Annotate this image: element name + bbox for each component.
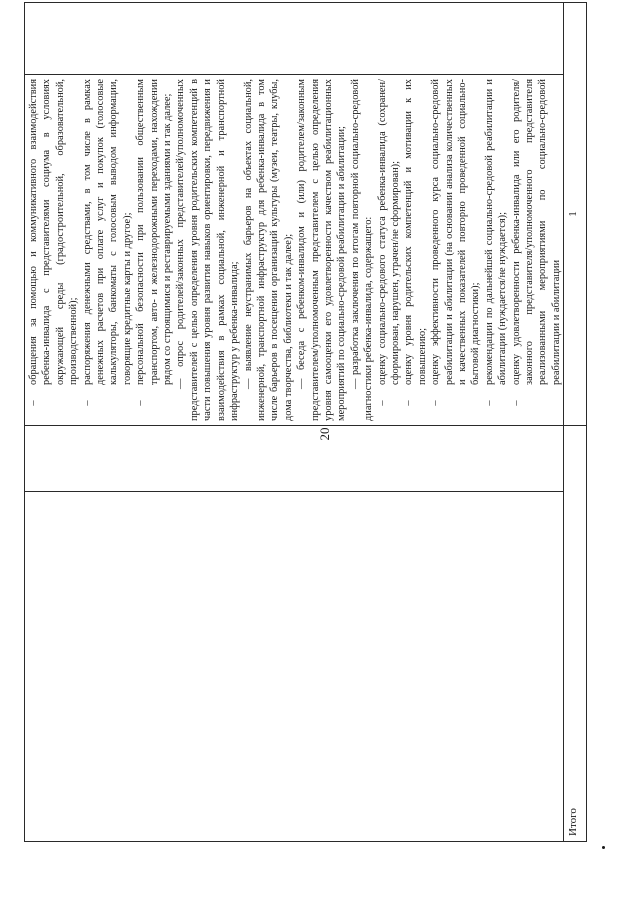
list-item-text: рекомендации по дальнейшей социально-средовой реабилитации и абилитации (нуждается/не нуждается); bbox=[483, 79, 509, 385]
list-item bbox=[134, 79, 174, 421]
paragraph: — опрос родителей/законных представителей/уполномоченных представителей с целью определения уровня родительских компетенций в части повышения уровня развития навыков ориентировки, передвижения и взаимодействия в рамках социальной, инженерной и транспортной инфраструктур у ребенка-инвалида; bbox=[175, 79, 241, 421]
sub-list-item bbox=[510, 79, 564, 421]
table-cell-empty-narrow bbox=[25, 426, 564, 492]
list-marker: – bbox=[135, 400, 147, 406]
list-marker: – bbox=[81, 400, 93, 406]
page-number: 20 bbox=[317, 427, 332, 441]
list-marker: – bbox=[28, 400, 39, 406]
list-item-text: персональной безопасности при пользовании общественным транспортом, авто- и железнодорожными переходами, нахождении рядом со строящимися и реставрируемыми зданиями и так далее; bbox=[135, 79, 174, 385]
list-marker: – bbox=[403, 400, 415, 406]
sub-list-item bbox=[429, 79, 483, 421]
list-item-text: обращения за помощью и коммуникативного взаимодействия ребенка-инвалида с представителями социума в условиях окружающей среды (градостроительной, образовательной, производственной); bbox=[28, 79, 80, 385]
list-item-text: оценку удовлетворенности ребенка-инвалида или его родителя/законного представителя/уполномоченного представителя реализованными мероприятиями по социально-средовой реабилитации и абилитации bbox=[510, 79, 562, 385]
paragraph: — беседа с ребенком-инвалидом и (или) родителем/законным представителем/уполномоченным представителем с целью определения уровня самооценки его удовлетворенности качеством реабилитационных мероприятий по социально-средовой реабилитации и абилитации; bbox=[296, 79, 348, 421]
document-table bbox=[24, 2, 587, 842]
list-item-text: распоряжения денежными средствами, в том числе в рамках денежных расчетов при оплате услуг и покупок (голосовые калькуляторы, банкоматы с голосовым выводом информации, говорящие кредитные карты и другое); bbox=[81, 79, 133, 385]
table-row-content bbox=[25, 3, 564, 842]
sub-list-item bbox=[402, 79, 429, 421]
table-cell-content bbox=[25, 75, 564, 426]
list-item-text: оценку уровня родительских компетенций и мотивации к их повышению; bbox=[403, 79, 428, 385]
total-value: 1 bbox=[564, 3, 587, 426]
sub-list-item bbox=[483, 79, 510, 421]
list-item-text: оценку эффективности проведенного курса социально-средовой реабилитации и абилитации (на основании анализа количественных и качественных показателей повторно проведенной социально-бытовой диагностики); bbox=[430, 79, 482, 385]
paragraph: — разработка заключения по итогам повторной социально-средовой диагностики ребенка-инвалида, содержащего: bbox=[349, 79, 375, 421]
table-cell-empty-right bbox=[25, 3, 564, 75]
list-marker: – bbox=[430, 400, 442, 406]
list-item bbox=[81, 79, 135, 421]
list-item bbox=[27, 79, 81, 421]
paragraph: — выявление неустранимых барьеров на объектах социальной, инженерной, транспортной инфраструктур для ребенка-инвалида в том числе барьеров в посещении организаций культуры (музеи, театры, клубы, дома творчества, библиотеки и так далее); bbox=[242, 79, 294, 421]
list-marker: – bbox=[483, 400, 495, 406]
list-marker: – bbox=[510, 400, 522, 406]
list-item-text: оценку социально-средового статуса ребенка-инвалида (сохранен/сформирован, нарушен, утрачен/не сформирован); bbox=[376, 79, 401, 385]
table-row-total bbox=[564, 3, 587, 842]
table-cell-empty-left bbox=[25, 492, 564, 842]
list-marker: – bbox=[376, 400, 388, 406]
sub-list-item bbox=[376, 79, 403, 421]
rotated-table-sheet bbox=[24, 3, 580, 842]
total-label: Итого bbox=[564, 426, 587, 842]
scan-dot bbox=[602, 846, 605, 849]
